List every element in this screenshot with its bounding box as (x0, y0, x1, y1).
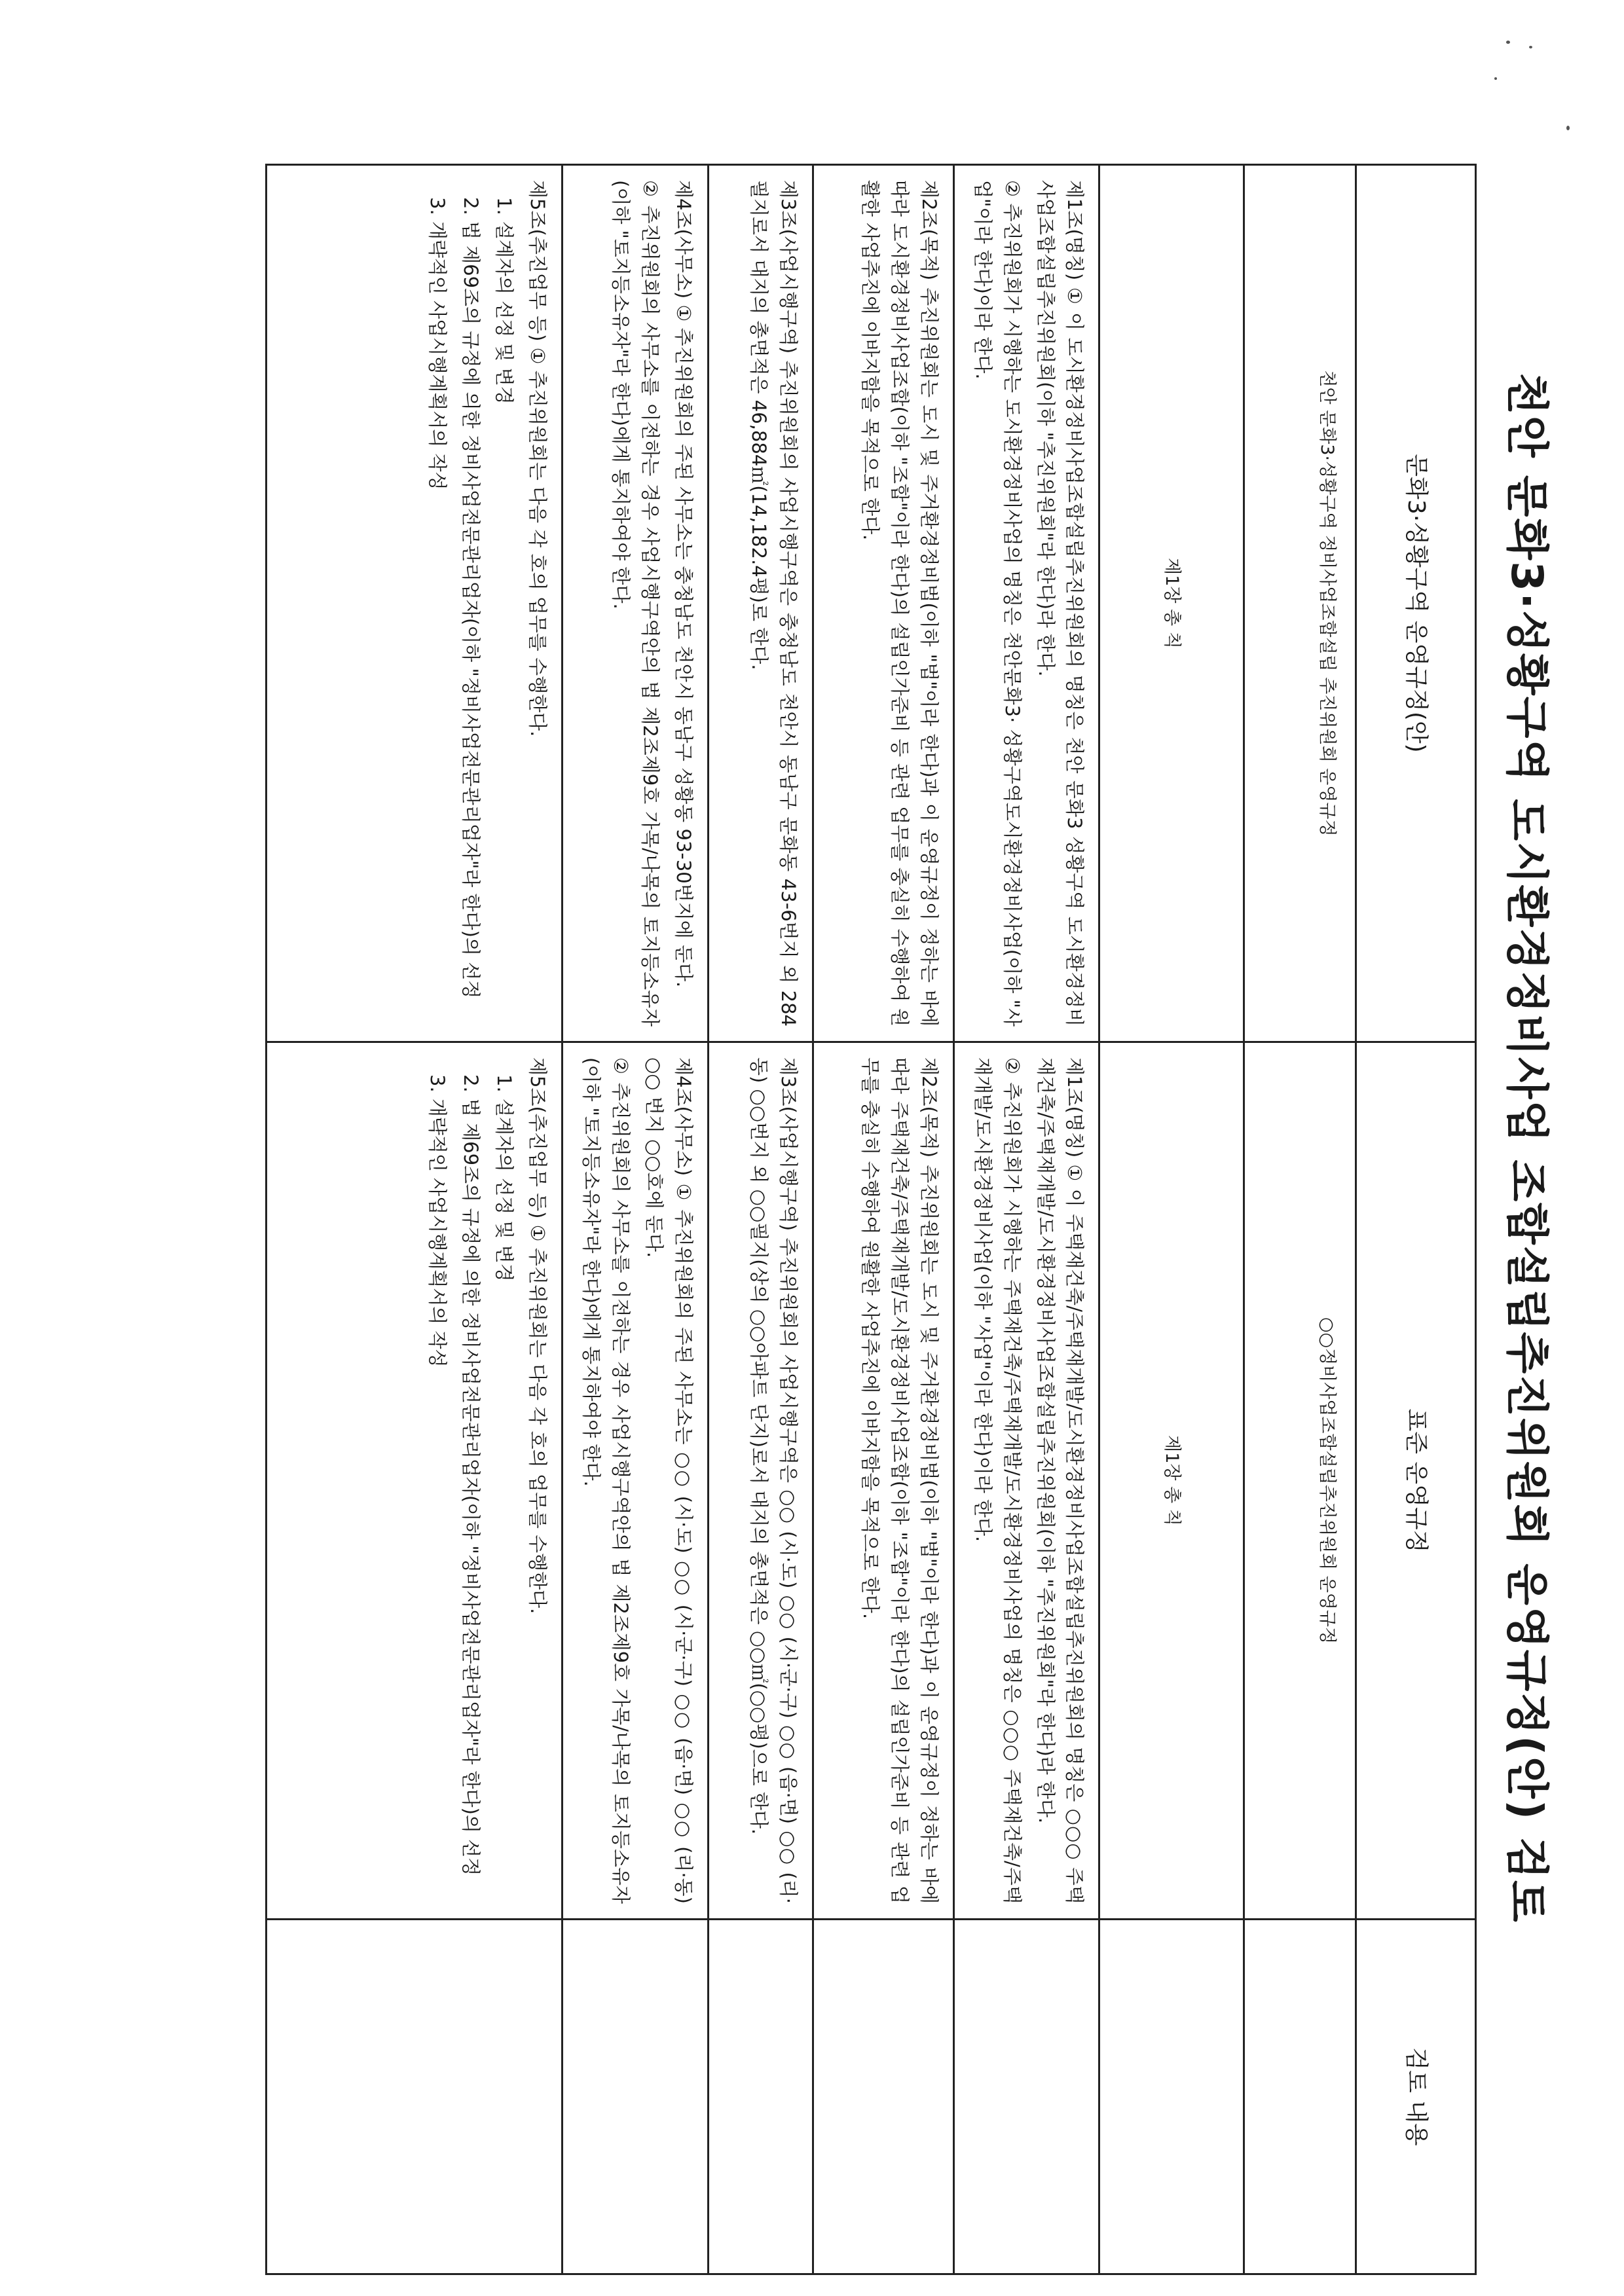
chapter-row (1099, 165, 1244, 2274)
subheader-row (1244, 165, 1356, 2274)
clause-paragraph: ② 추진위원회의 사무소를 이전하는 경우 사업시행구역안의 법 제2조제9호 가목/나목의 토지등소유자(이하 "토지등소유자"라 한다)에게 통지하여야 한다. (580, 1057, 632, 1904)
cheonan-article-5 (267, 165, 563, 1042)
chapter-standard: 제1장 총 칙 (1099, 1042, 1244, 1920)
scan-speck (1566, 126, 1570, 130)
table-row (953, 165, 1099, 2274)
clause-paragraph: 제4조(사무소) ① 추진위원회의 주된 사무소는 ○○ (시·도) ○○ (시·군·구) ○○ (읍·면) ○○ (리·동) ○○ 번지 ○○호에 둔다. (642, 1057, 695, 1904)
subheader-cheonan: 천안 문화3·성황구역 정비사업조합설립 추진위원회 운영규정 (1244, 165, 1356, 1042)
header-cheonan: 문화3·성황구역 운영규정(안) (1356, 165, 1476, 1042)
chapter-cheonan: 제1장 총 칙 (1099, 165, 1244, 1042)
cheonan-article-3 (708, 165, 813, 1042)
clause-paragraph: 제2조(목적) 추진위원회는 도시 및 주거환경정비법(이하 "법"이라 한다)과 이 운영규정이 정하는 바에 따라 도시환경정비사업조합(이하 "조합"이라 한다)의 설립인가준비 등 관련 업무를 충실히 수행하여 원활한 사업추진에 이바지함을 목적으로 한다. (858, 180, 940, 1027)
standard-article-2 (813, 1042, 953, 1920)
document-title: 천안 문화3·성황구역 도시환경정비사업 조합설립추진위원회 운영규정(안) 검토 (1502, 373, 1552, 1923)
clause-paragraph: 제5조(추진업무 등) ① 추진위원회는 다음 각 호의 업무를 수행한다. (526, 1057, 549, 1614)
scan-speck (1494, 77, 1497, 80)
clause-paragraph: 제5조(추진업무 등) ① 추진위원회는 다음 각 호의 업무를 수행한다. (526, 180, 549, 737)
clause-paragraph: 1. 설계자의 선정 및 변경 (493, 197, 516, 405)
clause-paragraph: 2. 법 제69조의 규정에 의한 정비사업전문관리업자(이하 "정비사업전문관리업자"라 한다)의 선정 (460, 1074, 483, 1876)
scan-speck (1529, 46, 1532, 48)
review-article-3 (708, 1920, 813, 2274)
review-article-1 (953, 1920, 1099, 2274)
header-row (1356, 165, 1476, 2274)
clause-paragraph: 1. 설계자의 선정 및 변경 (493, 1074, 516, 1282)
standard-article-1 (953, 1042, 1099, 1920)
standard-article-5 (267, 1042, 563, 1920)
header-standard: 표준 운영규정 (1356, 1042, 1476, 1920)
clause-paragraph: 제4조(사무소) ① 추진위원회의 주된 사무소는 충청남도 천안시 동남구 성황동 93-30번지에 둔다. (672, 180, 695, 988)
table-row (267, 165, 563, 2274)
clause-paragraph: ② 추진위원회의 사무소를 이전하는 경우 사업시행구역안의 법 제2조제9호 가목/나목의 토지등소유자(이하 "토지등소유자"라 한다)에게 통지하여야 한다. (609, 180, 661, 1027)
cheonan-article-2 (813, 165, 953, 1042)
table-row (562, 165, 708, 2274)
chapter-review (1099, 1920, 1244, 2274)
standard-article-3 (708, 1042, 813, 1920)
standard-article-4 (562, 1042, 708, 1920)
cheonan-article-1 (953, 165, 1099, 1042)
clause-paragraph: 제1조(명칭) ① 이 주택재건축/주택재개발/도시환경정비사업조합설립추진위원회의 명칭은 ○○○ 주택재건축/주택재개발/도시환경정비사업조합설립추진위원회(이하 "추진위원회"라 한다)라 한다. (1034, 1057, 1086, 1904)
review-article-4 (562, 1920, 708, 2274)
table-row (708, 165, 813, 2274)
clause-paragraph: 제3조(사업시행구역) 추진위원회의 사업시행구역은 ○○ (시·도) ○○ (시·군·구) ○○ (읍·면) ○○ (리·동) ○○번지 외 ○○필지(상의 ○○아파트 단지)로서 대지의 총면적은 ○○㎡(○○평)으로 한다. (747, 1057, 800, 1904)
clause-paragraph: 제1조(명칭) ① 이 도시환경정비사업조합설립추진위원회의 명칭은 천안 문화3 성황구역 도시환경정비사업조합설립추진위원회(이하 "추진위원회"라 한다)라 한다. (1034, 180, 1086, 1027)
review-table (265, 164, 1477, 2275)
clause-paragraph: 제3조(사업시행구역) 추진위원회의 사업시행구역은 충청남도 천안시 동남구 문화동 43-6번지 외 284 필지로서 대지의 총면적은 46,884㎡(14,182.4평)로 한다. (747, 180, 800, 1027)
clause-paragraph: 제2조(목적) 추진위원회는 도시 및 주거환경정비법(이하 "법"이라 한다)과 이 운영규정이 정하는 바에 따라 주택재건축/주택재개발/도시환경정비사업조합(이하 "조합"이라 한다)의 설립인가준비 등 관련 업무를 충실히 수행하여 원활한 사업추진에 이바지함을 목적으로 한다. (858, 1057, 940, 1904)
review-article-2 (813, 1920, 953, 2274)
clause-paragraph: ② 추진위원회가 시행하는 도시환경정비사업의 명칭은 천안문화3· 성황구역도시환경정비사업(이하 "사업"이라 한다)이라 한다. (971, 180, 1024, 1027)
clause-paragraph: 3. 개략적인 사업시행계획서의 작성 (426, 1074, 449, 1368)
clause-paragraph: ② 추진위원회가 시행하는 주택재건축/주택재개발/도시환경정비사업의 명칭은 ○○○ 주택재건축/주택재개발/도시환경정비사업(이하 "사업"이라 한다)이라 한다. (971, 1057, 1024, 1904)
cheonan-article-4 (562, 165, 708, 1042)
clause-paragraph: 3. 개략적인 사업시행계획서의 작성 (426, 197, 449, 490)
clause-paragraph: 2. 법 제69조의 규정에 의한 정비사업전문관리업자(이하 "정비사업전문관리업자"라 한다)의 선정 (460, 197, 483, 999)
subheader-standard: ○○정비사업조합설립추진위원회 운영규정 (1244, 1042, 1356, 1920)
subheader-review (1244, 1920, 1356, 2274)
scan-speck (1506, 41, 1510, 44)
header-review: 검토 내용 (1356, 1920, 1476, 2274)
review-article-5 (267, 1920, 563, 2274)
table-row (813, 165, 953, 2274)
